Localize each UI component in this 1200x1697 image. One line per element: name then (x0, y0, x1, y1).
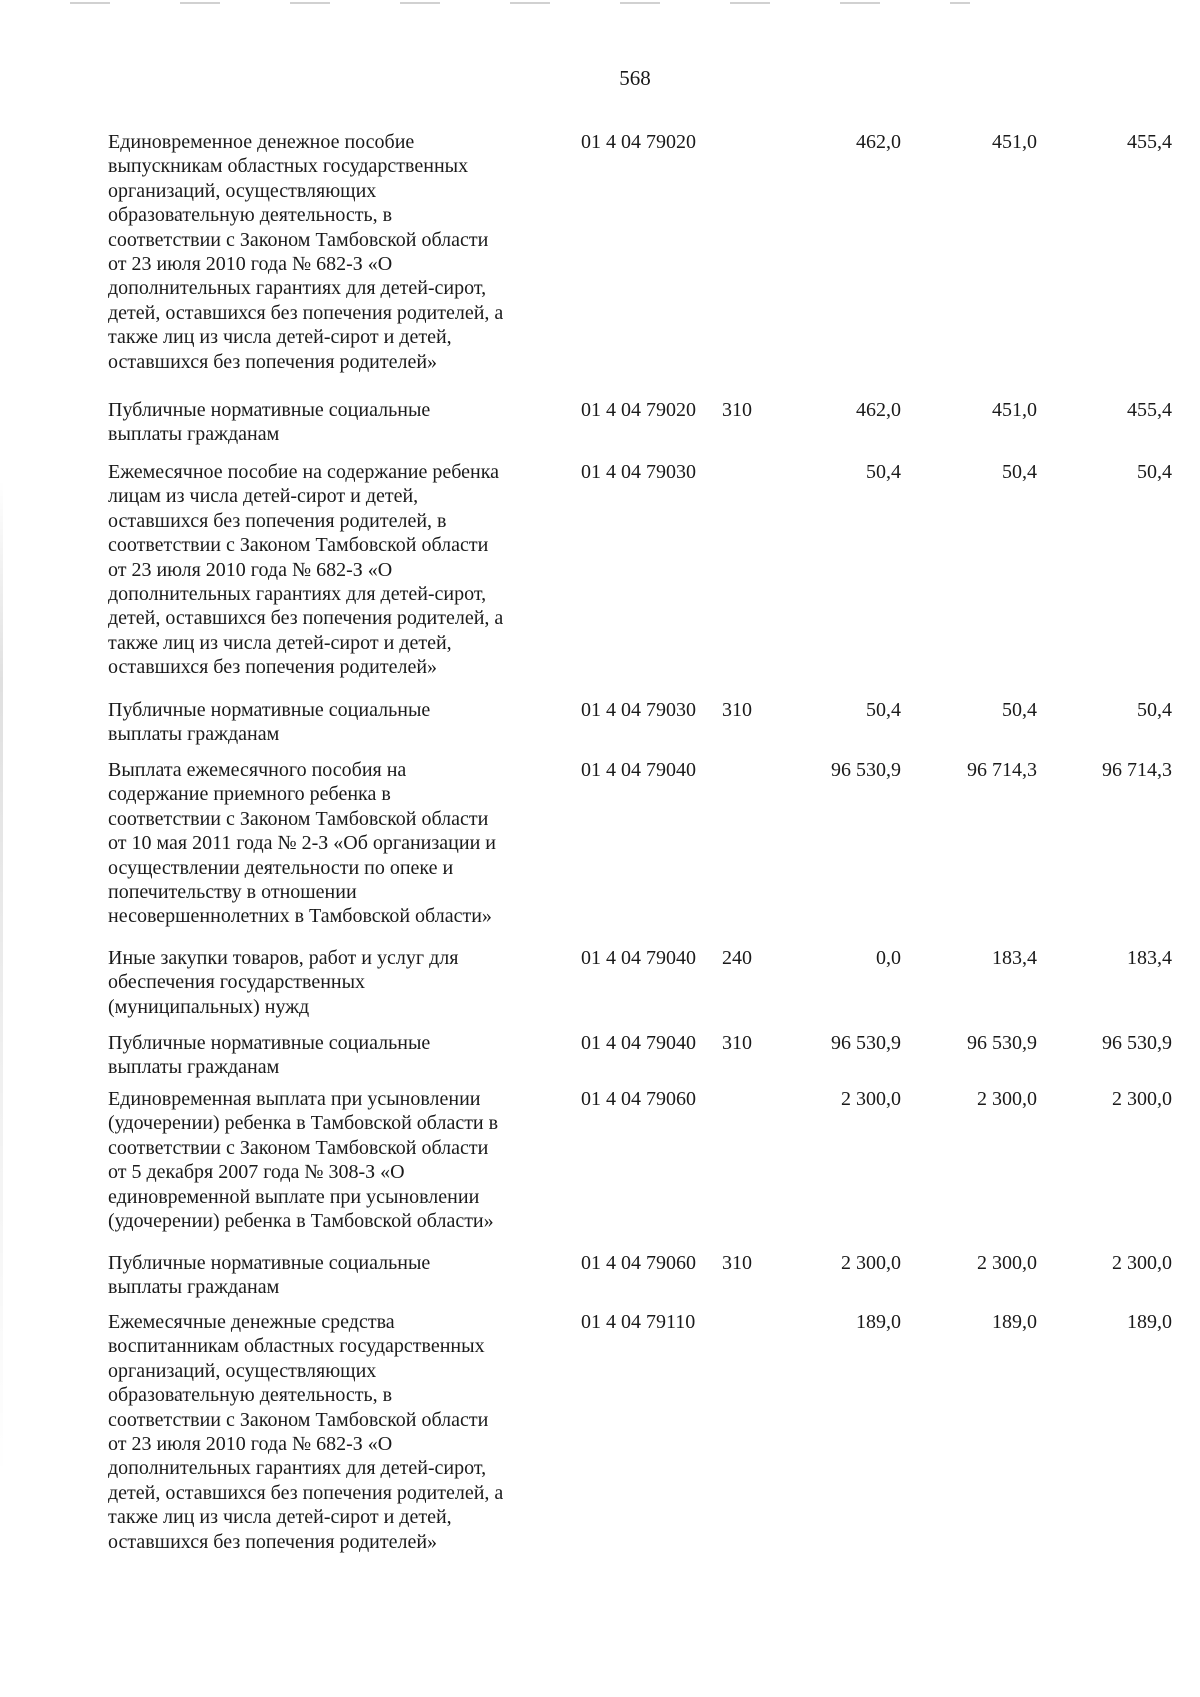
row-value-1: 462,0 (856, 131, 901, 153)
row-description: Единовременная выплата при усыновлении (удочерении) ребенка в Тамбовской области в соответствии с Законом Тамбовской области от 5 декабря 2007 года № 308-З «О единовременной выплате при усыновлении (удочерении) ребенка в Тамбовской области» (108, 1088, 499, 1233)
row-value-2: 189,0 (992, 1311, 1037, 1333)
row-value-3: 455,4 (1127, 131, 1172, 153)
row-value-1: 2 300,0 (841, 1252, 901, 1274)
row-value-2: 50,4 (1002, 699, 1037, 721)
row-expense-type: 310 (722, 1252, 752, 1274)
row-value-2: 2 300,0 (977, 1252, 1037, 1274)
row-value-3: 96 714,3 (1102, 759, 1172, 781)
row-value-2: 96 530,9 (967, 1032, 1037, 1054)
row-value-2: 2 300,0 (977, 1088, 1037, 1110)
row-value-3: 50,4 (1137, 699, 1172, 721)
row-value-2: 50,4 (1002, 461, 1037, 483)
row-expense-type: 310 (722, 699, 752, 721)
row-code: 01 4 04 79040 (581, 1032, 696, 1054)
row-value-1: 96 530,9 (831, 1032, 901, 1054)
row-description: Ежемесячные денежные средства воспитанникам областных государственных организаций, осуществляющих образовательную деятельность, в соответствии с Законом Тамбовской области от 23 июля 2010 года № 682-З «О дополнительных гарантиях для детей-сирот, детей, оставшихся без попечения родителей, а также лиц из числа детей-сирот и детей, оставшихся без попечения родителей» (108, 1311, 504, 1553)
row-value-1: 462,0 (856, 399, 901, 421)
row-value-2: 96 714,3 (967, 759, 1037, 781)
row-value-3: 455,4 (1127, 399, 1172, 421)
page-number: 568 (619, 66, 651, 90)
row-value-1: 189,0 (856, 1311, 901, 1333)
row-expense-type: 310 (722, 1032, 752, 1054)
row-value-3: 50,4 (1137, 461, 1172, 483)
row-value-1: 50,4 (866, 461, 901, 483)
row-code: 01 4 04 79030 (581, 461, 696, 483)
row-value-3: 96 530,9 (1102, 1032, 1172, 1054)
row-code: 01 4 04 79040 (581, 759, 696, 781)
row-value-1: 50,4 (866, 699, 901, 721)
row-expense-type: 240 (722, 947, 752, 969)
row-value-2: 451,0 (992, 399, 1037, 421)
row-value-1: 2 300,0 (841, 1088, 901, 1110)
row-value-3: 183,4 (1127, 947, 1172, 969)
row-description: Иные закупки товаров, работ и услуг для обеспечения государственных (муниципальных) нужд (108, 947, 459, 1018)
row-code: 01 4 04 79020 (581, 131, 696, 153)
row-code: 01 4 04 79020 (581, 399, 696, 421)
row-value-1: 0,0 (876, 947, 901, 969)
row-value-2: 451,0 (992, 131, 1037, 153)
row-value-3: 189,0 (1127, 1311, 1172, 1333)
row-description: Публичные нормативные социальные выплаты гражданам (108, 1032, 431, 1079)
scan-artifact (0, 480, 3, 1480)
row-description: Выплата ежемесячного пособия на содержание приемного ребенка в соответствии с Законом Тамбовской области от 10 мая 2011 года № 2-З «Об организации и осуществлении деятельности по опеке и попечительству в отношении несовершеннолетних в Тамбовской области» (108, 759, 496, 928)
row-description: Единовременное денежное пособие выпускникам областных государственных организаций, осуществляющих образовательную деятельность, в соответствии с Законом Тамбовской области от 23 июля 2010 года № 682-З «О дополнительных гарантиях для детей-сирот, детей, оставшихся без попечения родителей, а также лиц из числа детей-сирот и детей, оставшихся без попечения родителей» (108, 131, 504, 373)
row-value-3: 2 300,0 (1112, 1088, 1172, 1110)
row-description: Публичные нормативные социальные выплаты гражданам (108, 1252, 431, 1299)
row-code: 01 4 04 79110 (581, 1311, 696, 1333)
row-value-2: 183,4 (992, 947, 1037, 969)
row-description: Публичные нормативные социальные выплаты гражданам (108, 399, 431, 446)
row-code: 01 4 04 79060 (581, 1088, 696, 1110)
row-description: Ежемесячное пособие на содержание ребенка лицам из числа детей-сирот и детей, оставшихся без попечения родителей, в соответствии с Законом Тамбовской области от 23 июля 2010 года № 682-З «О дополнительных гарантиях для детей-сирот, детей, оставшихся без попечения родителей, а также лиц из числа детей-сирот и детей, оставшихся без попечения родителей» (108, 461, 504, 679)
row-code: 01 4 04 79060 (581, 1252, 696, 1274)
row-value-1: 96 530,9 (831, 759, 901, 781)
scan-artifact (70, 2, 970, 4)
row-code: 01 4 04 79030 (581, 699, 696, 721)
row-expense-type: 310 (722, 399, 752, 421)
row-code: 01 4 04 79040 (581, 947, 696, 969)
row-value-3: 2 300,0 (1112, 1252, 1172, 1274)
row-description: Публичные нормативные социальные выплаты гражданам (108, 699, 431, 746)
